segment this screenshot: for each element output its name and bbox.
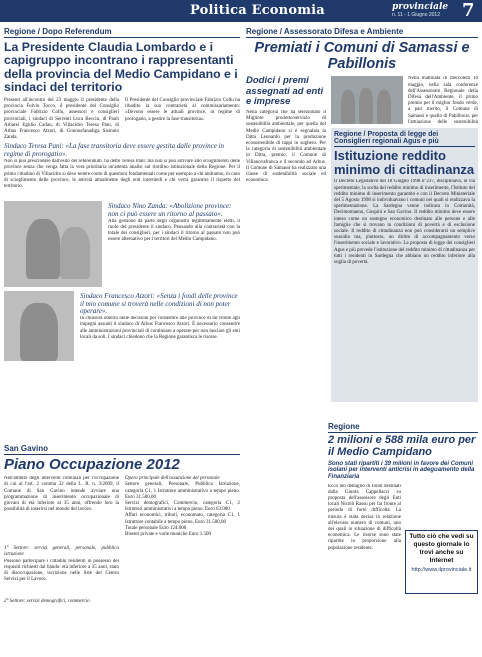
sangavino-sub3: Opera principale dell'assunzione del personale [125, 476, 220, 482]
left-kicker: Regione / Dopo Referendum [4, 27, 240, 38]
fondi-article [328, 422, 478, 654]
sangavino-list-1: Servizi demografici, Commercio, categoria C1, 2 Istruttori amministrativi a tempo pieno. Euro 63.000 [125, 501, 240, 513]
photo-zanda [4, 201, 102, 287]
premiati-headline: Premiati i Comuni di Samassi e Pabillonis [254, 40, 470, 72]
sangavino-sub1: 1° Settore: servizi generali, personale, pubblica istruzione [4, 546, 119, 558]
sangavino-headline: Piano Occupazione 2012 [4, 456, 180, 473]
left-lead-col2: Il Presidente del Consiglio provinciale Fabrizio Collu ha ribadito la sua contrarietà al commissariamento: «Devono essere le attuali province, in regime di prorogatio, a gestire la fase transitoria». [125, 98, 240, 122]
reddito-headline: Istituzione reddito minimo di cittadinanza [334, 148, 475, 178]
left-quote-zanda: Sindaco Nino Zanda: «Abolizione province: non ci può essere un ritorno al passato». [108, 202, 232, 218]
website-promo-box [405, 530, 478, 594]
sangavino-list-0: Settore generali, Personale, Pubblica Istruzione, categoria C1, 1 Istruttore amministrativo a tempo pieno. Euro 31.500,00 [125, 482, 240, 500]
section-title: Politica Economia [190, 3, 325, 18]
sangavino-list-4: Bisenti private e varie muniche Euro 1.500 [125, 532, 211, 538]
sangavino-kicker: San Gavino [4, 444, 240, 455]
fondi-subhead: Sono stati ripartiti i 39 milioni in favore dei Comuni isolani per interventi anticrisi in adeguamento della Finanziaria [328, 460, 475, 480]
fondi-kicker: Regione [328, 422, 478, 433]
left-headline: La Presidente Claudia Lombardo e i capigruppo incontrano i rappresentanti della provincia del Medio Campidano e i sindaci del territorio [4, 40, 238, 94]
issue-number: n. 11 - 1 Giugno 2012 [392, 12, 440, 18]
sangavino-text2: Possono partecipare i cittadini residenti in possesso dei requisiti richiesti dal bando: età inferiore a 35 anni, stato di disoccupazione, iscrizione nelle liste del Centro Servizi per il Lavoro. [4, 558, 119, 583]
fondi-text: Ecco nel dettaglio di fondi destinati dalla Giunta Cappellacci su proposta dell'assessore degli Enti locali Nicolò Rassu per far fronte al periodo di forte difficoltà. La misura è stata decisa in relazione all'elevato numero di comuni, uno dei quali in situazione di difficoltà economica. Le risorse sono state ripartite in proporzione alla popolazione residente. [328, 483, 401, 551]
reddito-text: Il Decreto Legislativo del 18 Giugno 1998 n°237, disciplinava, in via sperimentale, la scelta del reddito minimo di inserimento, l'Istituto del reddito minimo di inserimento garantito e con il Decreto Ministeriale del 5 Agosto 1998 si individuavano i comuni nei quali si realizzava la sperimentazione. La Sardegna venne indicata in Comunità, Decimomannu, Guspini e San Gavino. Il reddito minimo deve essere inteso come un sostegno economico destinato alle persone e alle famiglie che si trovano in condizioni di povertà e di esclusione sociale. Il reddito di cittadinanza non può considerarsi un semplice sussidio ma, piuttosto, un diritto di accompagnamento verso l'inserimento sociale e lavorativo. La proposta di legge dei consiglieri Agus e più prevede l'istituzione del reddito minimo di cittadinanza per tutti i residenti in Sardegna che abbiano un reddito inferiore alla soglia di povertà. [334, 179, 475, 266]
left-article [4, 27, 240, 437]
left-lead-col1: Presenti all'incontro del 23 maggio il presidente della provincia Fulvio Tocco, il presidente del Consiglio provinciale Fabrizio Collu, assessori e consiglieri provinciali, i sindaci di Serrenti Luca Becciu, di Pauli Arbarei Egidio Cadau, di Villacidro Teresa Pani, di Arbus Francesco Atzori, di Gonnosfanadiga Sisinnio Zanda. [4, 98, 119, 141]
premiati-text: Nella mattinata di mercoledì 16 maggio, nella sala conferenze dell'Assessorato Regionale della Difesa dell'Ambiente, il primo premio per il miglior fondo verde, a pari merito, il Comune di Samassi e quello di Pabillonis, per l'attuazione delle sostenibilità [408, 76, 478, 125]
page-header [0, 0, 482, 22]
reddito-kicker: Regione / Proposta di legge dei Consiglieri regionali Agus e più [334, 131, 475, 147]
reddito-article [331, 128, 478, 402]
sangavino-list-2: Affari economici, tributi, economato, categoria C1, 1 Istruttore contabile a tempo pieno. Euro 31.500,00 [125, 513, 240, 525]
left-text-atzori: In chiusura odierni nelle decisioni per consentire alle province di far fronte agli impegni assunti il sindaco di Arbus Francesco Atzori. È necessario consentire alle amministrazioni provinciali di continuare a operare per non lasciare gli enti locali da soli. I sindaci chiedono che la Regione garantisca le risorse. [80, 316, 240, 340]
premiati-kicker: Regione / Assessorato Difesa e Ambiente [246, 27, 478, 38]
sangavino-list-3: Totale personale Euro 124.000 [125, 525, 187, 531]
left-quote-pani: Sindaco Teresa Pani: «La fase transitoria deve essere gestita dalle province in regime di prorogatio». [4, 142, 225, 158]
premiati-subhead: Dodici i premi assegnati ad enti e imprese [246, 75, 324, 107]
left-text-zanda: Alla gestione da parte degli organismi legittimamente eletti, il ruolo del presidente il sindaco. Pensando alla contrarietà con la totale dei consiglieri, per i sindaci il ritorno al passato non può essere alternativo per i territori del Medio Campidano. [108, 218, 240, 243]
left-text-pani: Non si può prescindere dall'esito del referendum. ha detto Teresa Pani: ma non si può arrivare allo scioglimento delle province senza che venga fatta la vera prioritaria un'attenta analisi sul riordino istituzionale della Regione. Per il primo cittadino di Villacidro si deve tenere conto di questioni fondamentali come per esempio a chi andranno, in caso di scioglimento delle province, le attività attualmente degli enti intermedi e chi verrà garantire il rispetto del territorio. [4, 159, 240, 189]
photo-atzori [4, 291, 74, 361]
premiati-text2: Nella categoria che ha selezionato il Migliore prodotto/servizio di sostenibilità ambientale, per quella del Medio Campidano si è segnalata la Ditta Leonardo per la produzione ecosostenibile di tappi in sughero. Per la categoria di sostenibilità ambientale in Ditta, premio, il Comune di Villanovafranca e il secondo ad Arbus. Il Comune di Samassi ha realizzato una classe di sostenibilità sociale ed economica. [246, 110, 326, 184]
newspaper-logo: provinciale [392, 2, 449, 12]
sangavino-text: Nell'ambito degli interventi comunali per l'occupazione di cui al l'art. 2 comma 32 della L. R. n. 3/2009, il Comune di San Gavino intende avviare una programmazione di inserimento occupazionale di giovani di età inferiore ai 35 anni, offrendo loro la possibilità di inserirsi nel mondo del lavoro. [4, 476, 119, 513]
premiati-article [246, 27, 478, 447]
fondi-headline: 2 milioni e 588 mila euro per il Medio Campidano [328, 434, 476, 458]
website-link[interactable]: http://www.ilprovinciale.it [411, 566, 472, 573]
website-promo-text: Tutto ciò che vedi su questo giornale lo trovi anche su Internet [409, 532, 474, 564]
page-number: 7 [462, 0, 475, 21]
left-quote-atzori: Sindaco Francesco Atzori: «Senza i fondi delle province il mio comune si troverà nelle condizioni di non poter operare». [80, 292, 238, 315]
sangavino-sub2: 2° Settore: servizi demografici, commercio [4, 598, 90, 604]
premiati-photo [331, 76, 403, 124]
sangavino-article [4, 444, 240, 654]
